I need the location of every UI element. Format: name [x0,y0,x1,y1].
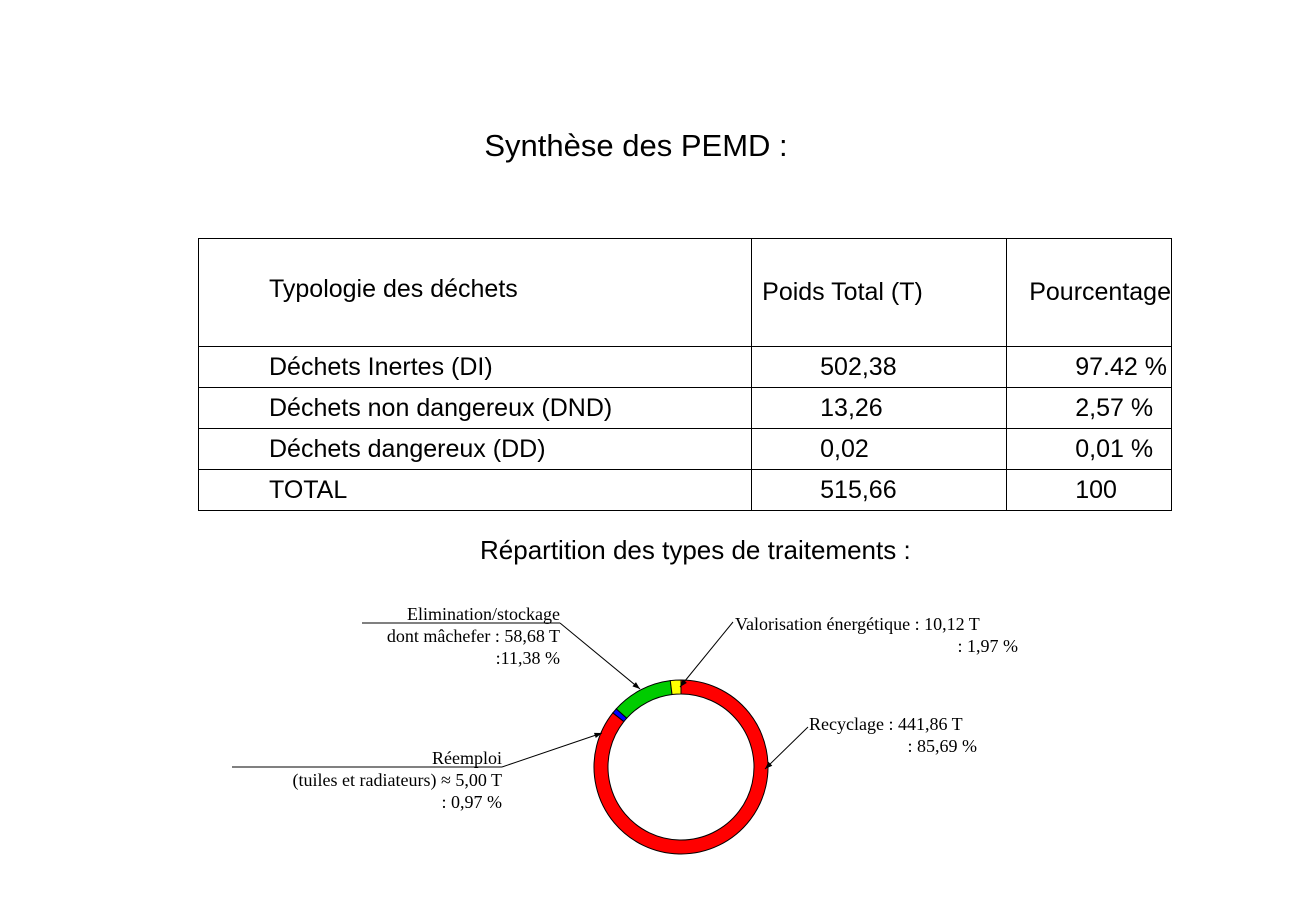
slice-label-r-emploi-line1: Réemploi [432,748,502,768]
slice-label-recyclage-line1: Recyclage : 441,86 T [809,714,963,734]
header-pourcentage: Pourcentage [1007,239,1172,347]
row-percent: 2,57 % [1007,388,1172,429]
leader-line-elimination-stockage [560,623,640,689]
header-typologie: Typologie des déchets [199,239,752,347]
slice-elimination-stockage [616,681,672,719]
slice-label-elimination-stockage-line1: Elimination/stockage [407,604,560,624]
page-title: Synthèse des PEMD : [484,128,788,163]
slice-label-recyclage-line2: : 85,69 % [907,736,977,756]
slice-label-valorisation-nerg-tique-line2: : 1,97 % [957,636,1018,656]
row-weight: 0,02 [752,429,1007,470]
row-percent: 100 [1007,470,1172,511]
row-percent: 97.42 % [1007,347,1172,388]
row-label: Déchets Inertes (DI) [199,347,752,388]
slice-label-elimination-stockage-line3: :11,38 % [495,648,560,668]
chart-title: Répartition des types de traitements : [480,535,911,565]
row-label: Déchets non dangereux (DND) [199,388,752,429]
slice-label-r-emploi-line2: (tuiles et radiateurs) ≈ 5,00 T [292,770,502,790]
row-label: Déchets dangereux (DD) [199,429,752,470]
slice-label-valorisation-nerg-tique-line1: Valorisation énergétique : 10,12 T [735,614,980,634]
row-weight: 502,38 [752,347,1007,388]
leader-line-recyclage [765,727,808,769]
leader-line-valorisation-nerg-tique [680,622,733,687]
row-label: TOTAL [199,470,752,511]
slice-valorisation-nerg-tique [670,680,681,695]
row-percent: 0,01 % [1007,429,1172,470]
slice-label-r-emploi-line3: : 0,97 % [441,792,502,812]
slice-label-elimination-stockage-line2: dont mâchefer : 58,68 T [386,626,560,646]
row-weight: 13,26 [752,388,1007,429]
row-weight: 515,66 [752,470,1007,511]
header-poids: Poids Total (T) [752,239,1007,347]
leader-line-r-emploi [502,733,602,767]
